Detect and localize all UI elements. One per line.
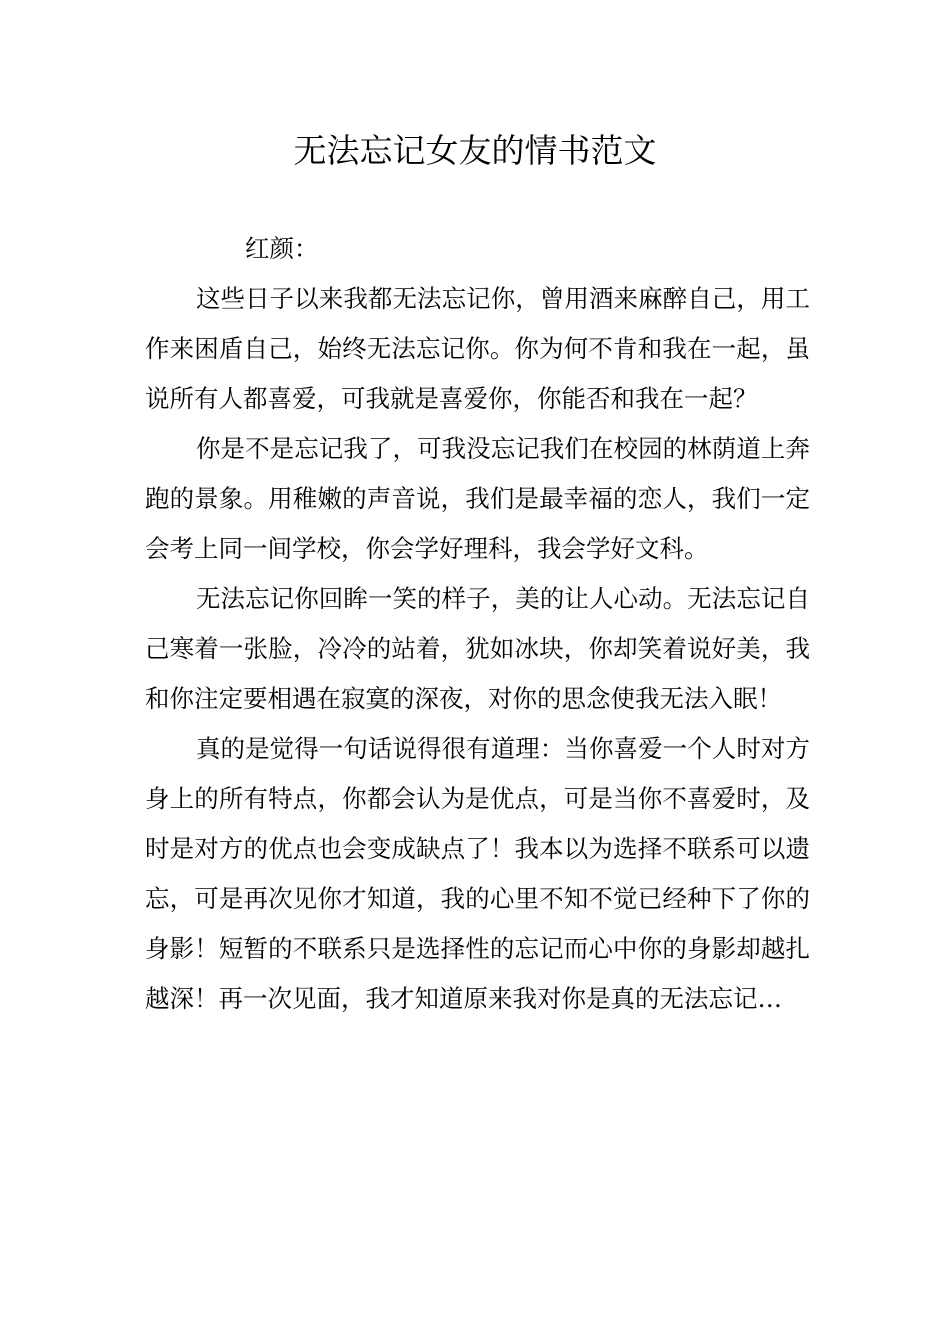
letter-salutation: 红颜： (245, 234, 319, 263)
letter-paragraph-3: 无法忘记你回眸一笑的样子，美的让人心动。无法忘记自己寒着一张脸，冷冷的站着，犹如冰块，你却笑着说好美，我和你注定要相遇在寂寞的深夜，对你的思念使我无法入眠！ (145, 584, 810, 713)
document-title: 无法忘记女友的情书范文 (293, 131, 657, 170)
letter-paragraph-4: 真的是觉得一句话说得很有道理：当你喜爱一个人时对方身上的所有特点，你都会认为是优点，可是当你不喜爱时，及时是对方的优点也会变成缺点了！我本以为选择不联系可以遗忘，可是再次见你才知道，我的心里不知不觉已经种下了你的身影！短暂的不联系只是选择性的忘记而心中你的身影却越扎越深！再一次见面，我才知道原来我对你是真的无法忘记… (145, 734, 810, 1013)
letter-body (145, 224, 810, 1024)
letter-paragraph-2: 你是不是忘记我了，可我没忘记我们在校园的林荫道上奔跑的景象。用稚嫩的声音说，我们是最幸福的恋人，我们一定会考上同一间学校，你会学好理科，我会学好文科。 (145, 434, 810, 563)
letter-paragraph-1: 这些日子以来我都无法忘记你，曾用酒来麻醉自己，用工作来困盾自己，始终无法忘记你。你为何不肯和我在一起，虽说所有人都喜爱，可我就是喜爱你，你能否和我在一起？ (145, 284, 810, 413)
